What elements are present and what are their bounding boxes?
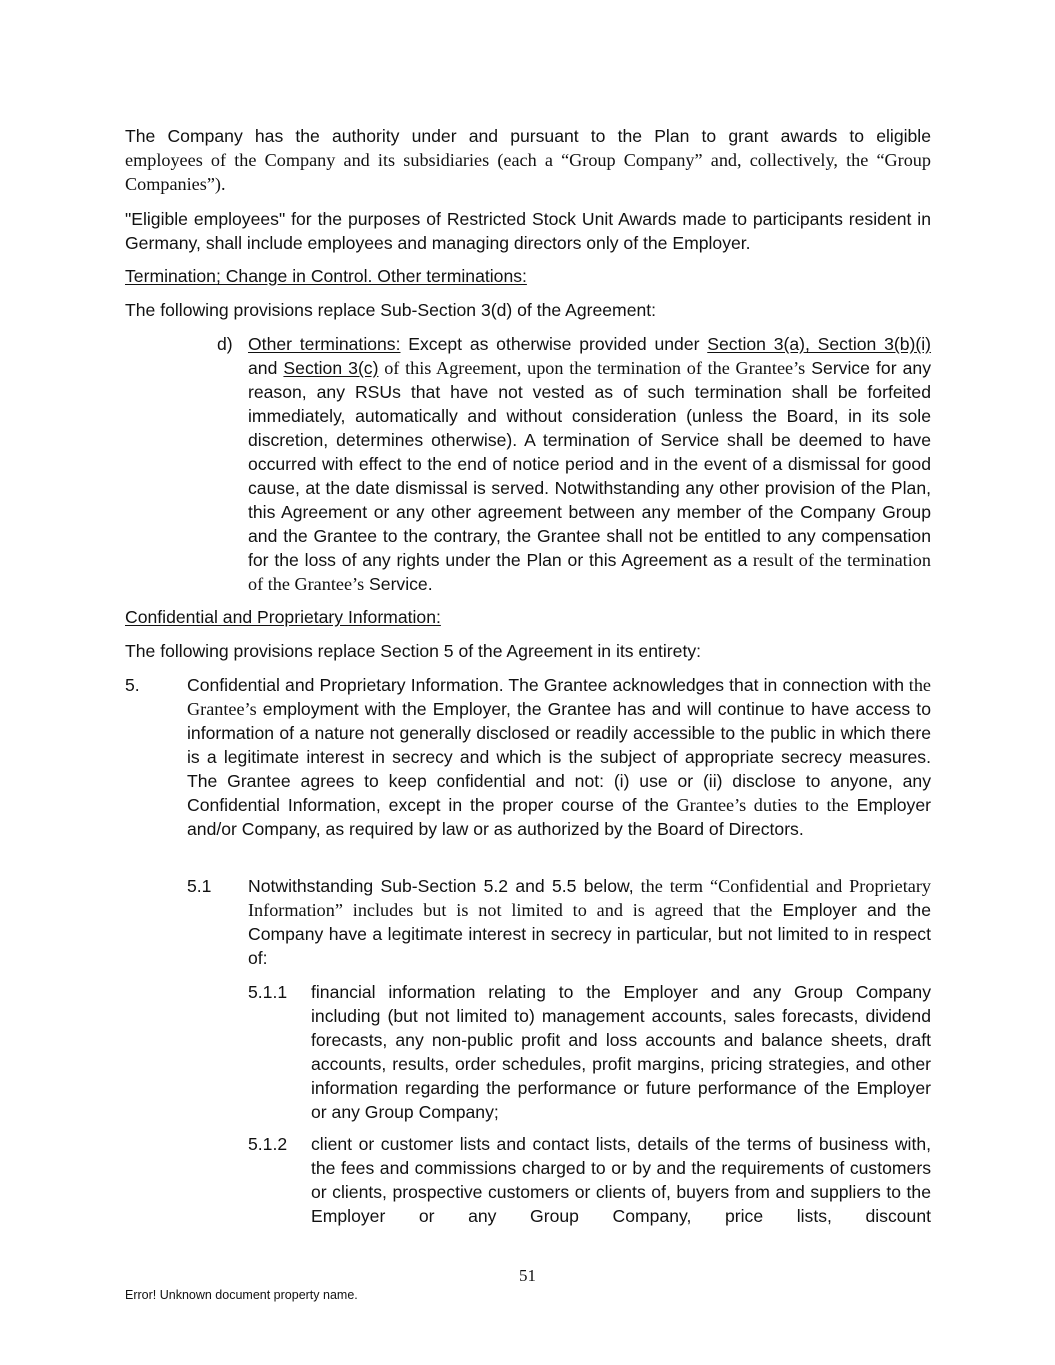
eligible-employees-paragraph: "Eligible employees" for the purposes of Restricted Stock Unit Awards made to participants resident in Germany, shall include employees and managing directors only of the Employer. — [125, 209, 931, 253]
section-5-1-1-text: financial information relating to the Employer and any Group Company including (but not limited to) management accounts, sales forecasts, dividend forecasts, any non-public profit and loss accounts and balance sheets, draft accounts, results, order schedules, profit margins, pricing strategies, and other information regarding the performance or future performance of the Employer or any Group Company; — [311, 982, 931, 1122]
page-number: 51 — [519, 1266, 536, 1285]
intro-line-2: employees of the Company and its subsidiaries (each a “Group Company” and, collectively, the “Group Companies”). — [125, 150, 931, 194]
clause-d — [217, 332, 931, 596]
intro-paragraph — [125, 124, 931, 196]
section-5-text: Confidential and Proprietary Information. The Grantee acknowledges that in connection with the Grantee’s employment with the Employer, the Grantee has and will continue to have access to information of a nature not generally disclosed or readily accessible to the public in which there is a legitimate interest in secrecy and which is the subject of appropriate secrecy measures. The Grantee agrees to keep confidential and not: (i) use or (ii) disclose to anyone, any Confidential Information, except in the proper course of the Grantee’s duties to the Employer and/or Company, as required by law or as authorized by the Board of Directors. — [187, 675, 931, 839]
section-5-1-2-text: client or customer lists and contact lists, details of the terms of business with, the fees and commissions charged to or by and the requirements of customers or clients, prospective customers or clients of, buyers from and suppliers to the Employer or any Group Company, price lists, discount — [311, 1134, 931, 1226]
section-5-label: 5. — [125, 675, 140, 695]
section-5-1-label: 5.1 — [187, 876, 212, 896]
section-5 — [125, 673, 931, 841]
replace-3d-paragraph: The following provisions replace Sub-Section 3(d) of the Agreement: — [125, 300, 657, 320]
section-5-1-text: Notwithstanding Sub-Section 5.2 and 5.5 below, the term “Confidential and Proprietary Information” includes but is not limited to and is agreed that the Employer and the Company have a legitimate interest in secrecy in particular, but not limited to in respect of: — [248, 876, 931, 968]
section-5-1-2-label: 5.1.2 — [248, 1134, 288, 1154]
clause-d-label: d) — [217, 334, 233, 354]
clause-d-text: Other terminations: Except as otherwise provided under Section 3(a), Section 3(b)(i) and Section 3(c) of this Agreement, upon the termination of the Grantee’s Service for any reason, any RSUs that have not vested as of such termination shall be forfeited immediately, automatically and without consideration (unless the Board, in its sole discretion, determines otherwise). A termination of Service shall be deemed to have occurred with effect to the end of notice period and in the event of a dismissal for good cause, at the date dismissal is served. Notwithstanding any other provision of the Plan, this Agreement or any other agreement between any member of the Company Group and the Grantee to the contrary, the Grantee shall not be entitled to any compensation for the loss of any rights under the Plan or this Agreement as a result of the termination of the Grantee’s Service. — [248, 334, 932, 594]
section-ref-3c: Section 3(c) — [283, 358, 379, 378]
section-5-1-1 — [248, 980, 931, 1124]
section-ref-3a-3bi: Section 3(a), Section 3(b)(i) — [707, 334, 932, 354]
section-5-1-1-label: 5.1.1 — [248, 982, 288, 1002]
clause-d-title: Other terminations: — [248, 334, 401, 354]
replace-5-paragraph: The following provisions replace Section 5 of the Agreement in its entirety: — [125, 641, 702, 661]
intro-line-1: The Company has the authority under and pursuant to the Plan to grant awards to eligible — [125, 126, 931, 146]
section-5-1 — [187, 874, 931, 970]
termination-heading: Termination; Change in Control. Other terminations: — [125, 266, 527, 286]
confidential-heading: Confidential and Proprietary Information: — [125, 607, 441, 627]
section-5-1-2 — [248, 1132, 931, 1228]
footer-property-error: Error! Unknown document property name. — [125, 1288, 358, 1302]
